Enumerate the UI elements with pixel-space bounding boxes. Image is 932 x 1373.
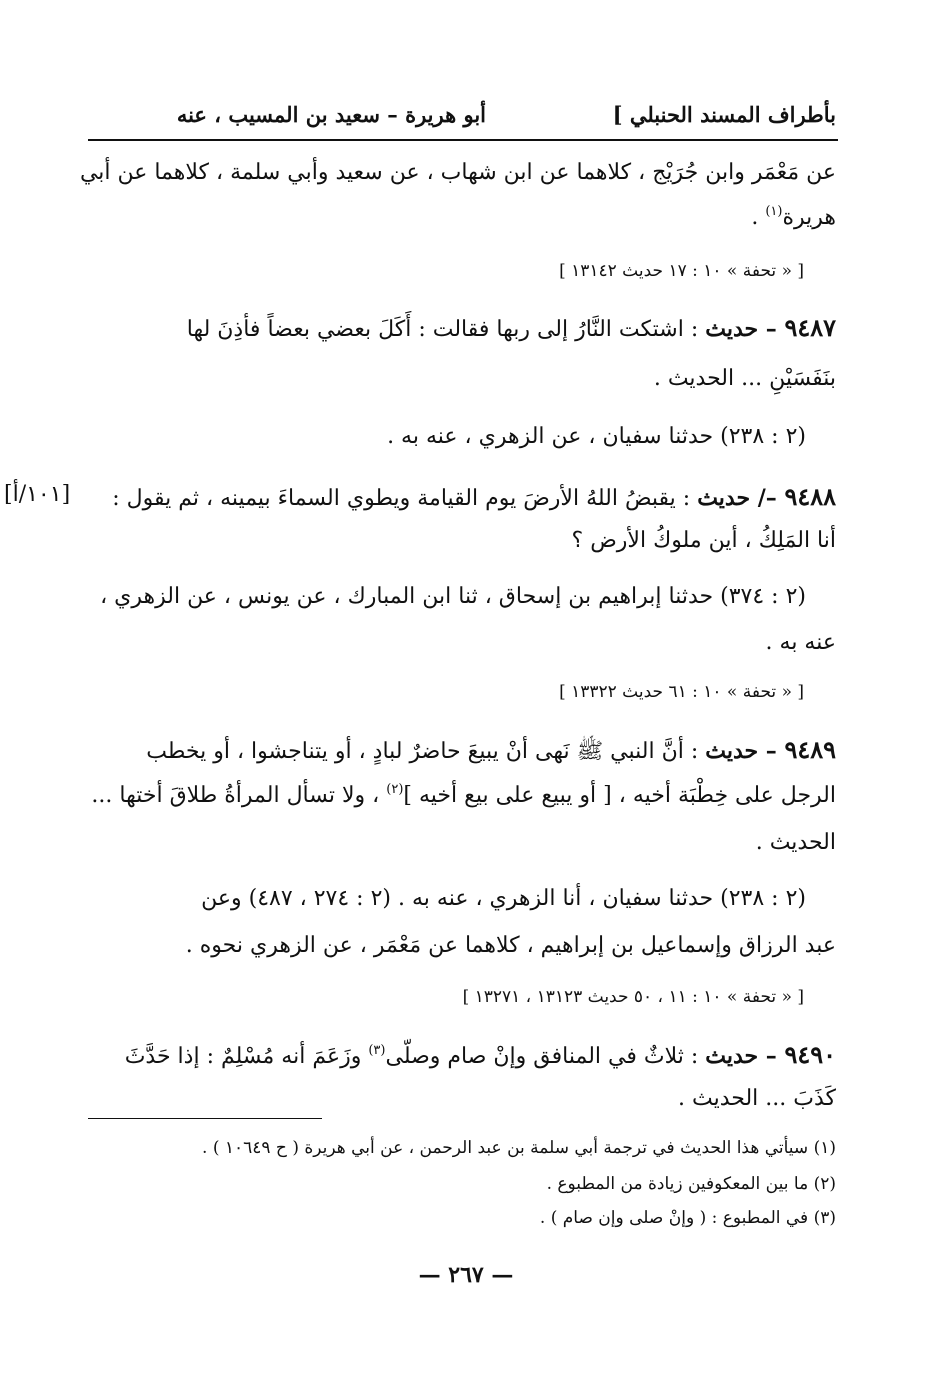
running-header-chapter: أبو هريرة – سعيد بن المسيب ، عنه: [176, 102, 486, 127]
hadith-keyword: – حديث: [705, 316, 785, 342]
tuhfa-reference: [ « تحفة » ١٠ : ٦١ حديث ١٣٣٢٢ ]: [559, 682, 804, 702]
tuhfa-reference: [ « تحفة » ١٠ : ١٧ حديث ١٣١٤٢ ]: [559, 261, 804, 281]
footnote: (٢) ما بين المعكوفين زيادة من المطبوع .: [546, 1174, 836, 1194]
isnad-line: (٢ : ٢٣٨) حدثنا سفيان ، عن الزهري ، عنه به .: [387, 424, 806, 449]
footnote-marker: (٢): [386, 782, 404, 797]
footnote: (٣) في المطبوع : ( وإنْ صلى وإن صام ) .: [539, 1208, 836, 1228]
header-rule: [88, 139, 838, 141]
isnad-line: عنه به .: [765, 630, 836, 655]
hadith-number: ٩٤٩٠: [784, 1040, 836, 1069]
footnote: (١) سيأتي هذا الحديث في ترجمة أبي سلمة بن عبد الرحمن ، عن أبي هريرة ( ح ١٠٦٤٩ ) .: [202, 1138, 836, 1158]
isnad-line: عبد الرزاق وإسماعيل بن إبراهيم ، كلاهما عن مَعْمَر ، عن الزهري نحوه .: [185, 933, 836, 958]
text-line: الرجل على خِطْبَة أخيه ، [ أو يبيع على بيع أخيه ]$^{(٢)}$ ، ولا تسأل المرأةُ طلاقَ أختها ...: [91, 782, 836, 808]
hadith-keyword: – حديث: [705, 738, 785, 764]
footnote-marker: (١): [765, 204, 783, 219]
hadith-number: ٩٤٨٩: [784, 735, 836, 764]
text-line: أنا المَلِكُ ، أين ملوكُ الأرض ؟: [571, 528, 836, 553]
margin-folio-note: [١٠١/أ]: [4, 482, 71, 507]
hadith-keyword: – حديث: [705, 1043, 785, 1069]
hadith-9489-line: ٩٤٨٩ – حديث : أنَّ النبي ﷺ نَهى أنْ يبيعَ حاضرٌ لبادٍ ، أو يتناجشوا ، أو يخطب: [146, 735, 836, 764]
page-number: — ٢٦٧ —: [418, 1262, 514, 1288]
running-header-book-title: بأطراف المسند الحنبلي ]: [612, 102, 836, 127]
text-line: بنَفَسَيْنِ ... الحديث .: [653, 366, 836, 391]
text-line: الحديث .: [755, 830, 836, 855]
text-line: عن مَعْمَر وابن جُرَيْج ، كلاهما عن ابن شهاب ، عن سعيد وأبي سلمة ، كلاهما عن أبي: [79, 160, 836, 185]
footnote-separator: [88, 1118, 322, 1119]
tuhfa-reference: [ « تحفة » ١٠ : ١١ ، ٥٠ حديث ١٣١٢٣ ، ١٣٢٧١ ]: [462, 987, 804, 1007]
hadith-number: ٩٤٨٧: [784, 313, 836, 342]
hadith-9487-line: ٩٤٨٧ – حديث : اشتكت النَّارُ إلى ربها فقالت : أَكَلَ بعضي بعضاً فأذِنَ لها: [186, 313, 836, 342]
hadith-keyword: –/ حديث: [697, 485, 785, 511]
text-line: كَذَبَ ... الحديث .: [678, 1086, 836, 1111]
hadith-9488-line: ٩٤٨٨ –/ حديث : يقبضُ اللهُ الأرضَ يوم القيامة ويطوي السماءَ بيمينه ، ثم يقول :: [112, 482, 836, 511]
isnad-line: (٢ : ٢٣٨) حدثنا سفيان ، أنا الزهري ، عنه به . (٢ : ٢٧٤ ، ٤٨٧) وعن: [201, 886, 806, 911]
text-line: هريرة$^{(١)}$ .: [751, 204, 836, 230]
footnote-marker: (٣): [368, 1043, 386, 1058]
hadith-9490-line: ٩٤٩٠ – حديث : ثلاثٌ في المنافق وإنْ صام وصلّى$^{(٣)}$ وزَعَمَ أنه مُسْلِمٌ : إذا حَدَّثَ: [124, 1040, 836, 1069]
isnad-line: (٢ : ٣٧٤) حدثنا إبراهيم بن إسحاق ، ثنا ابن المبارك ، عن يونس ، عن الزهري ،: [100, 584, 806, 609]
hadith-number: ٩٤٨٨: [784, 482, 836, 511]
